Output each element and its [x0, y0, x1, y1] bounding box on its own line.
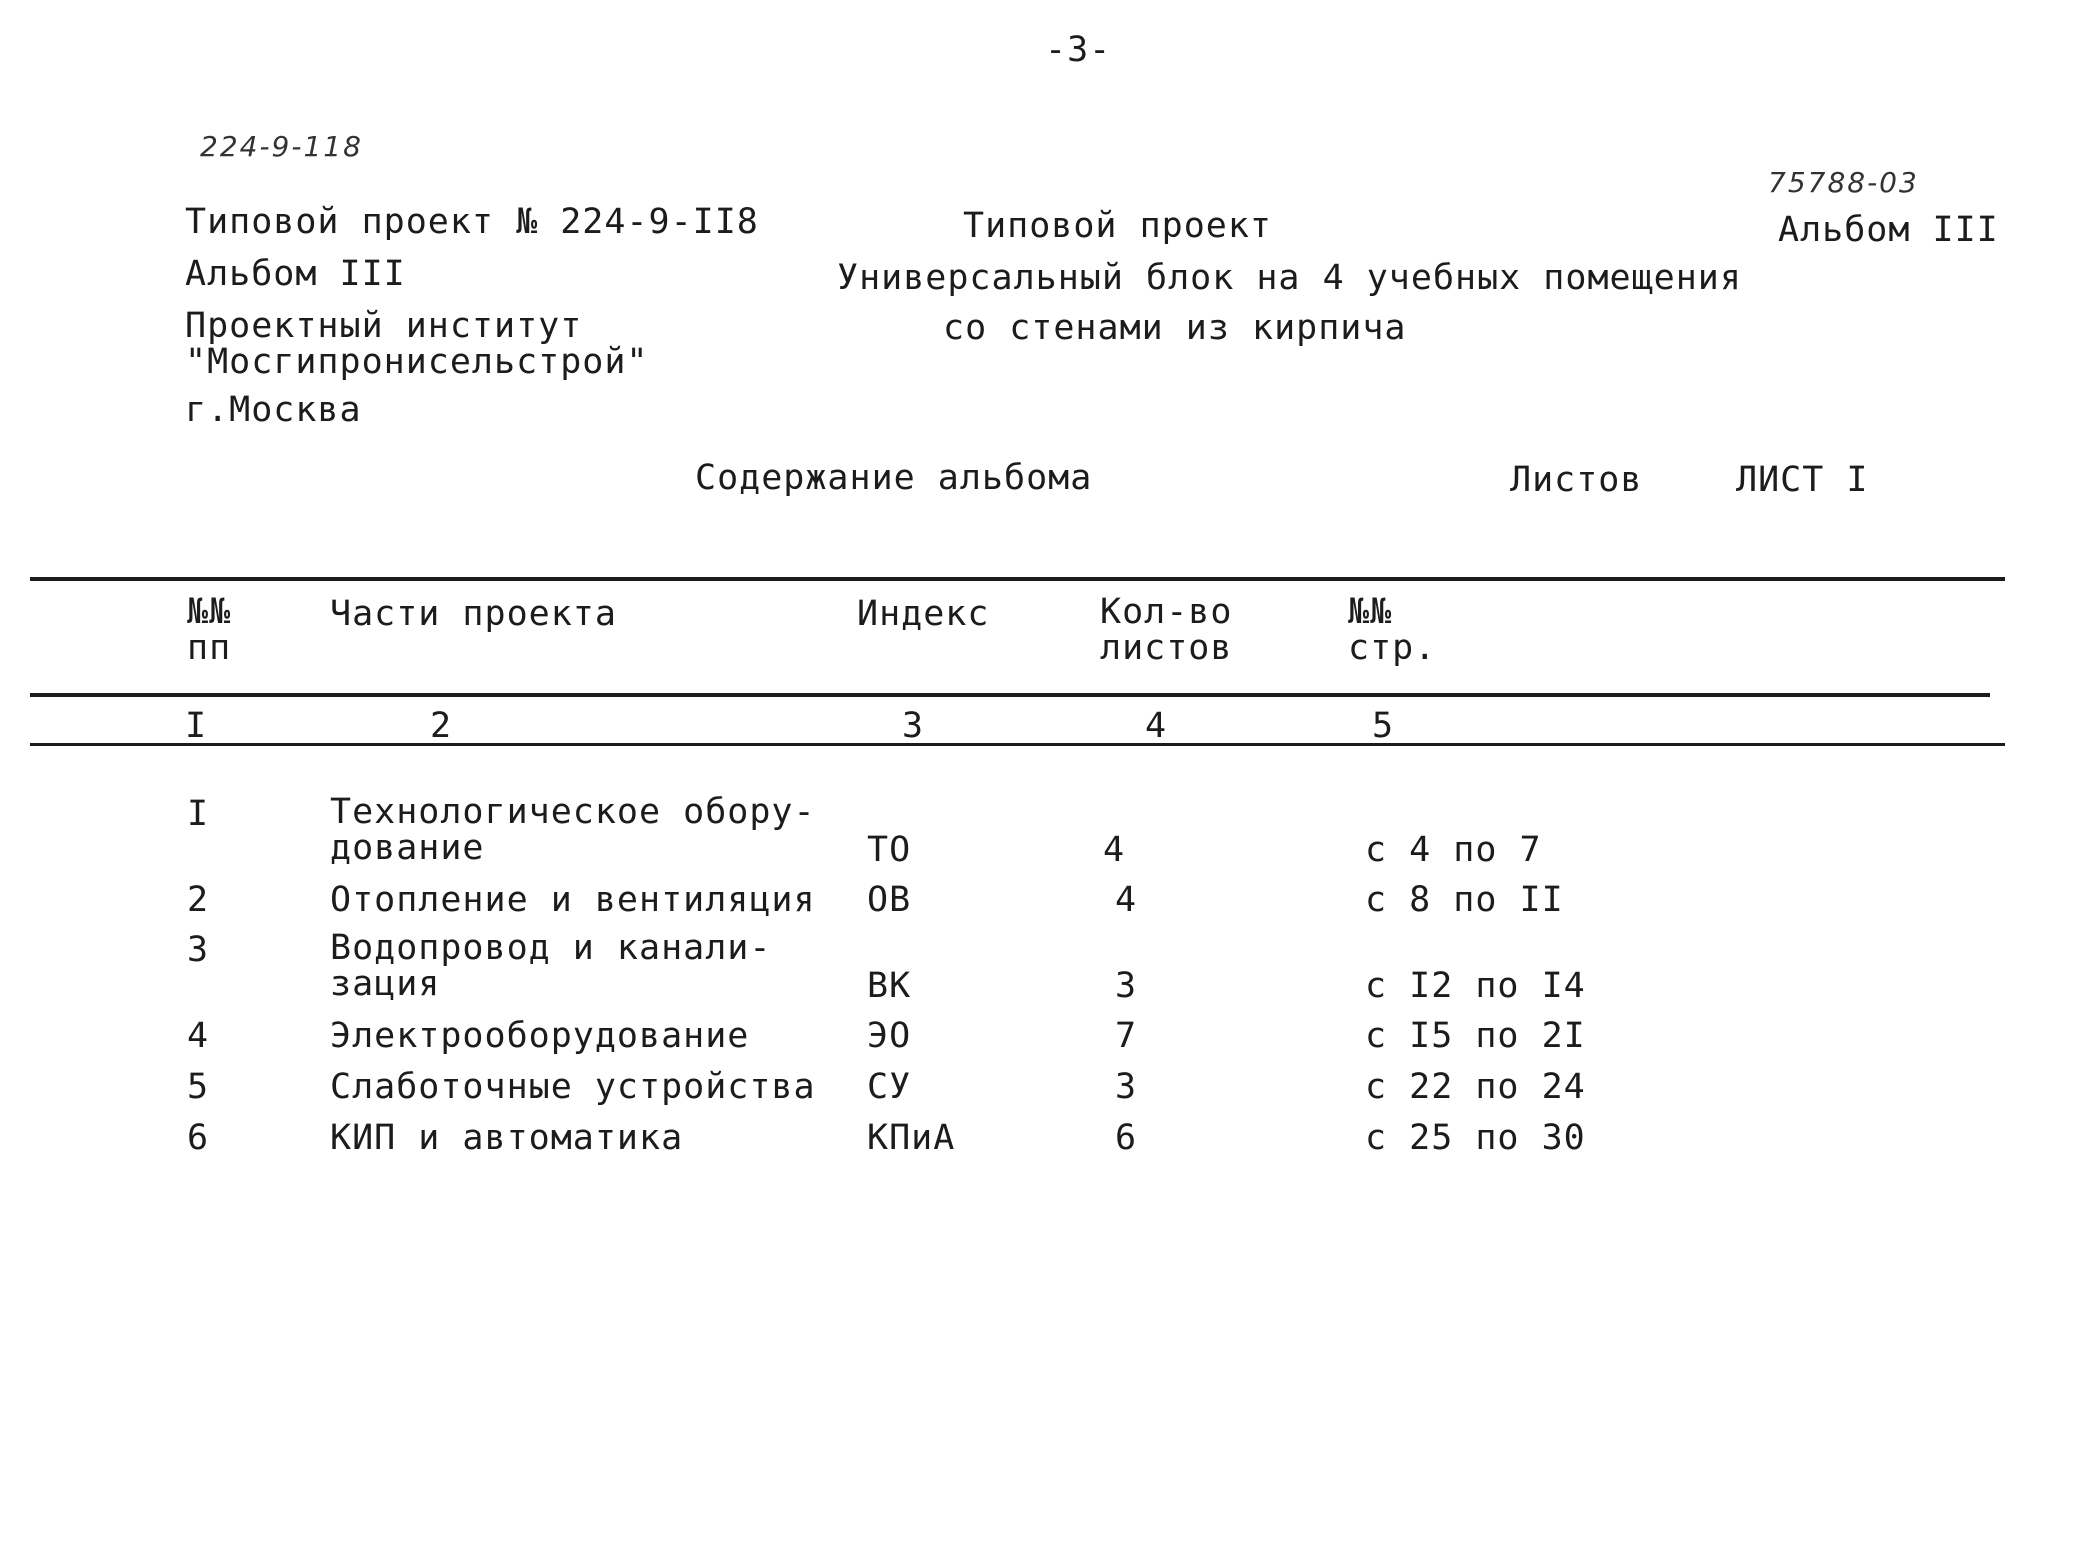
institute-name: "Мосгипронисельстрой"	[185, 342, 649, 382]
row-index: ОВ	[867, 880, 912, 920]
table-header-rule	[30, 693, 1990, 697]
row-part: Отопление и вентиляция	[330, 880, 816, 920]
row-num: 2	[187, 880, 210, 920]
row-index: СУ	[867, 1067, 912, 1107]
handwritten-note-right: 75788-03	[1768, 166, 1919, 199]
project-description-line2: со стенами из кирпича	[943, 308, 1407, 348]
header-part: Части проекта	[330, 594, 617, 634]
contents-title: Содержание альбома	[695, 458, 1093, 498]
row-count: 7	[1115, 1016, 1138, 1056]
column-number: 4	[1145, 706, 1168, 746]
project-type-title: Типовой проект	[963, 206, 1273, 246]
column-number: 3	[902, 706, 925, 746]
sheets-label: Листов	[1510, 460, 1643, 500]
header-pages: №№ стр.	[1348, 592, 1437, 668]
row-part: КИП и автоматика	[330, 1118, 684, 1158]
row-count: 4	[1115, 880, 1138, 920]
column-number: 5	[1372, 706, 1395, 746]
row-num: 6	[187, 1118, 210, 1158]
album-line-right: Альбом III	[1778, 210, 1999, 250]
table-top-rule	[30, 577, 2005, 581]
row-index: ТО	[867, 830, 912, 870]
row-count: 6	[1115, 1118, 1138, 1158]
row-pages: с 22 по 24	[1365, 1067, 1586, 1107]
institute-line: Проектный институт	[185, 306, 583, 346]
row-pages: с 25 по 30	[1365, 1118, 1586, 1158]
row-part: Слаботочные устройства	[330, 1067, 816, 1107]
handwritten-note-left: 224-9-118	[200, 130, 363, 163]
row-pages: с I2 по I4	[1365, 966, 1586, 1006]
header-count: Кол-во листов	[1100, 592, 1233, 668]
row-num: I	[187, 794, 210, 834]
column-number: I	[185, 706, 208, 746]
header-index: Индекс	[857, 594, 990, 634]
album-line-left: Альбом III	[185, 254, 406, 294]
project-number-line: Типовой проект № 224-9-II8	[185, 202, 759, 242]
row-index: ВК	[867, 966, 912, 1006]
row-part: Электрооборудование	[330, 1016, 750, 1056]
row-num: 5	[187, 1067, 210, 1107]
page-number: -3-	[1045, 30, 1112, 70]
column-number: 2	[430, 706, 453, 746]
row-count: 3	[1115, 966, 1138, 1006]
sheet-number-label: ЛИСТ I	[1736, 460, 1869, 500]
row-count: 4	[1103, 830, 1126, 870]
row-index: КПиА	[867, 1118, 956, 1158]
row-num: 4	[187, 1016, 210, 1056]
row-pages: с I5 по 2I	[1365, 1016, 1586, 1056]
row-pages: с 8 по II	[1365, 880, 1564, 920]
header-num: №№ пп	[187, 592, 232, 668]
city-line: г.Москва	[185, 390, 362, 430]
project-description-line1: Универсальный блок на 4 учебных помещения	[837, 258, 1742, 298]
row-num: 3	[187, 930, 210, 970]
row-count: 3	[1115, 1067, 1138, 1107]
row-part: Водопровод и канали- зация	[330, 928, 772, 1004]
row-pages: с 4 по 7	[1365, 830, 1542, 870]
row-index: ЭО	[867, 1016, 912, 1056]
row-part: Технологическое обору- дование	[330, 792, 816, 868]
table-colnum-rule	[30, 743, 2005, 746]
